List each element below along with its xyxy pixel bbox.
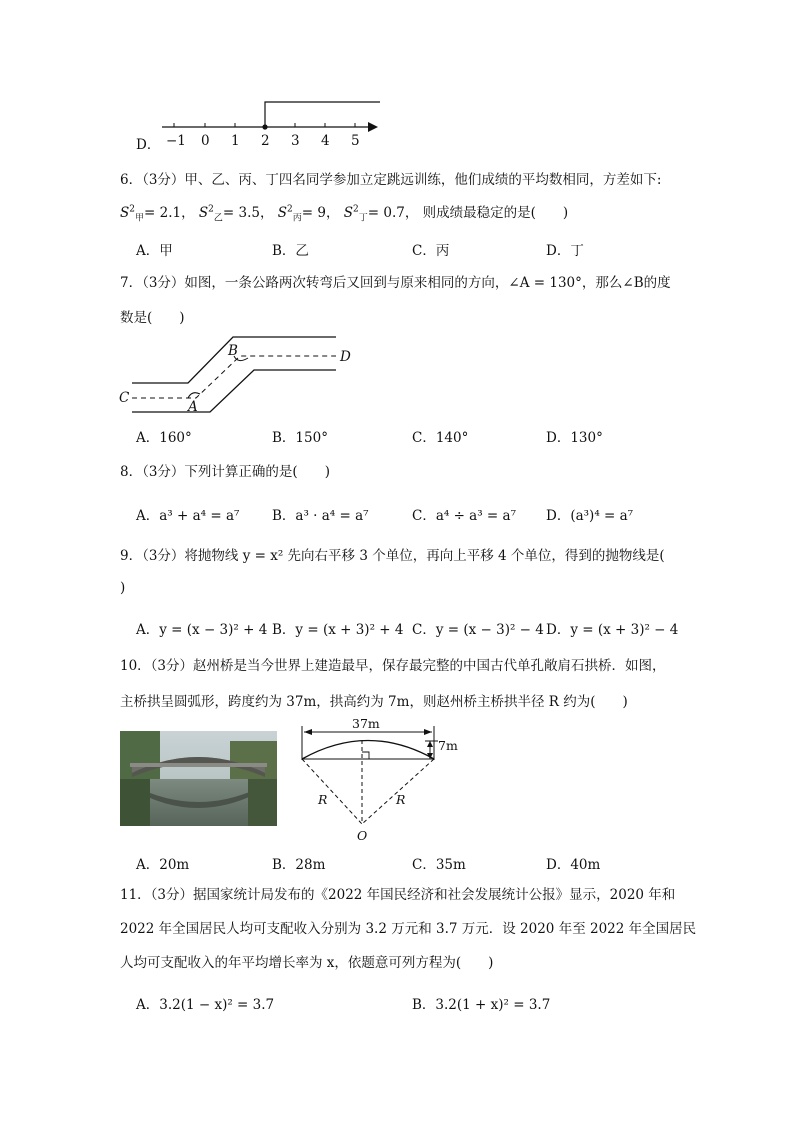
q5-option-d[interactable] — [120, 96, 390, 152]
q7-stem-line2: 数是( ) — [120, 310, 185, 326]
q11-stem-line2: 2022 年全国居民人均可支配收入分别为 3.2 万元和 3.7 万元．设 2020 年至 2022 年全国居民 — [120, 921, 697, 937]
q7-option-d[interactable]: D．130° — [546, 430, 603, 446]
q6-option-c[interactable]: C．丙 — [412, 243, 450, 259]
q10-option-b[interactable]: B．28m — [272, 857, 326, 873]
q9-stem-line1: 9．（3分）将抛物线 y = x² 先向右平移 3 个单位，再向上平移 4 个单位，得到的抛物线是( — [120, 548, 665, 564]
q8-option-a[interactable]: A．a³ + a⁴ = a⁷ — [136, 508, 240, 524]
q9-option-d[interactable]: D．y = (x + 3)² − 4 — [546, 622, 679, 638]
span-label: 37m — [352, 716, 380, 731]
label-c: C — [119, 390, 130, 406]
tick-label: 1 — [231, 133, 240, 149]
height-label: 7m — [438, 738, 458, 753]
q11-stem-line1: 11．（3分）据国家统计局发布的《2022 年国民经济和社会发展统计公报》显示，2020 年和 — [120, 887, 676, 903]
arch-diagram — [290, 716, 465, 846]
q8-option-c[interactable]: C．a⁴ ÷ a³ = a⁷ — [412, 508, 516, 524]
q6-option-a[interactable]: A．甲 — [136, 243, 173, 259]
q6-option-d[interactable]: D．丁 — [546, 243, 584, 259]
q10-option-d[interactable]: D．40m — [546, 857, 601, 873]
tick-label: 3 — [291, 133, 300, 149]
q11-option-a[interactable]: A．3.2(1 − x)² = 3.7 — [136, 997, 275, 1013]
radius-right-label: R — [396, 792, 406, 807]
q6-variances: $S^2_甲= 2.1$， $S^2_乙= 3.5$， $S^2_丙= 9$， $S^2_丁= 0.7$， 则成绩最稳定的是( ) — [120, 204, 569, 224]
q8-option-b[interactable]: B．a³ · a⁴ = a⁷ — [272, 508, 369, 524]
tick-label: 4 — [321, 133, 330, 149]
tick-label: 2 — [261, 133, 270, 149]
q9-stem-line2: ) — [120, 580, 126, 596]
label-d: D — [340, 349, 351, 365]
tick-label: 0 — [201, 133, 210, 149]
q6-stem: 6．（3分）甲、乙、丙、丁四名同学参加立定跳远训练，他们成绩的平均数相同，方差如下: — [120, 172, 662, 188]
q11-stem-line3: 人均可支配收入的年平均增长率为 x，依题意可列方程为( ) — [120, 955, 494, 971]
tick-label: 5 — [351, 133, 360, 149]
label-b: B — [228, 343, 238, 359]
q11-option-b[interactable]: B．3.2(1 + x)² = 3.7 — [412, 997, 551, 1013]
q9-option-a[interactable]: A．y = (x − 3)² + 4 — [136, 622, 268, 638]
center-label: O — [357, 828, 368, 843]
road-diagram — [118, 330, 358, 420]
number-line — [120, 96, 390, 152]
q5-option-d-label: D． — [136, 137, 161, 153]
q8-option-d[interactable]: D．(a³)⁴ = a⁷ — [546, 508, 634, 524]
tick-label: −1 — [166, 133, 186, 149]
q9-option-b[interactable]: B．y = (x + 3)² + 4 — [272, 622, 404, 638]
q9-option-c[interactable]: C．y = (x − 3)² − 4 — [412, 622, 544, 638]
q7-option-b[interactable]: B．150° — [272, 430, 328, 446]
radius-left-label: R — [318, 792, 328, 807]
q10-stem-line1: 10．（3分）赵州桥是当今世界上建造最早，保存最完整的中国古代单孔敞肩石拱桥．如图， — [120, 658, 666, 674]
q10-option-a[interactable]: A．20m — [136, 857, 190, 873]
q7-option-c[interactable]: C．140° — [412, 430, 469, 446]
q8-stem: 8．（3分）下列计算正确的是( ) — [120, 464, 330, 480]
q6-option-b[interactable]: B．乙 — [272, 243, 309, 259]
q10-stem-line2: 主桥拱呈圆弧形，跨度约为 37m，拱高约为 7m，则赵州桥主桥拱半径 R 约为( ) — [120, 694, 628, 710]
q7-option-a[interactable]: A．160° — [136, 430, 192, 446]
q10-option-c[interactable]: C．35m — [412, 857, 466, 873]
label-a: A — [188, 399, 198, 415]
bridge-photo — [120, 731, 277, 826]
q7-stem-line1: 7．（3分）如图，一条公路两次转弯后又回到与原来相同的方向，∠A = 130°，那么∠B的度 — [120, 275, 671, 291]
